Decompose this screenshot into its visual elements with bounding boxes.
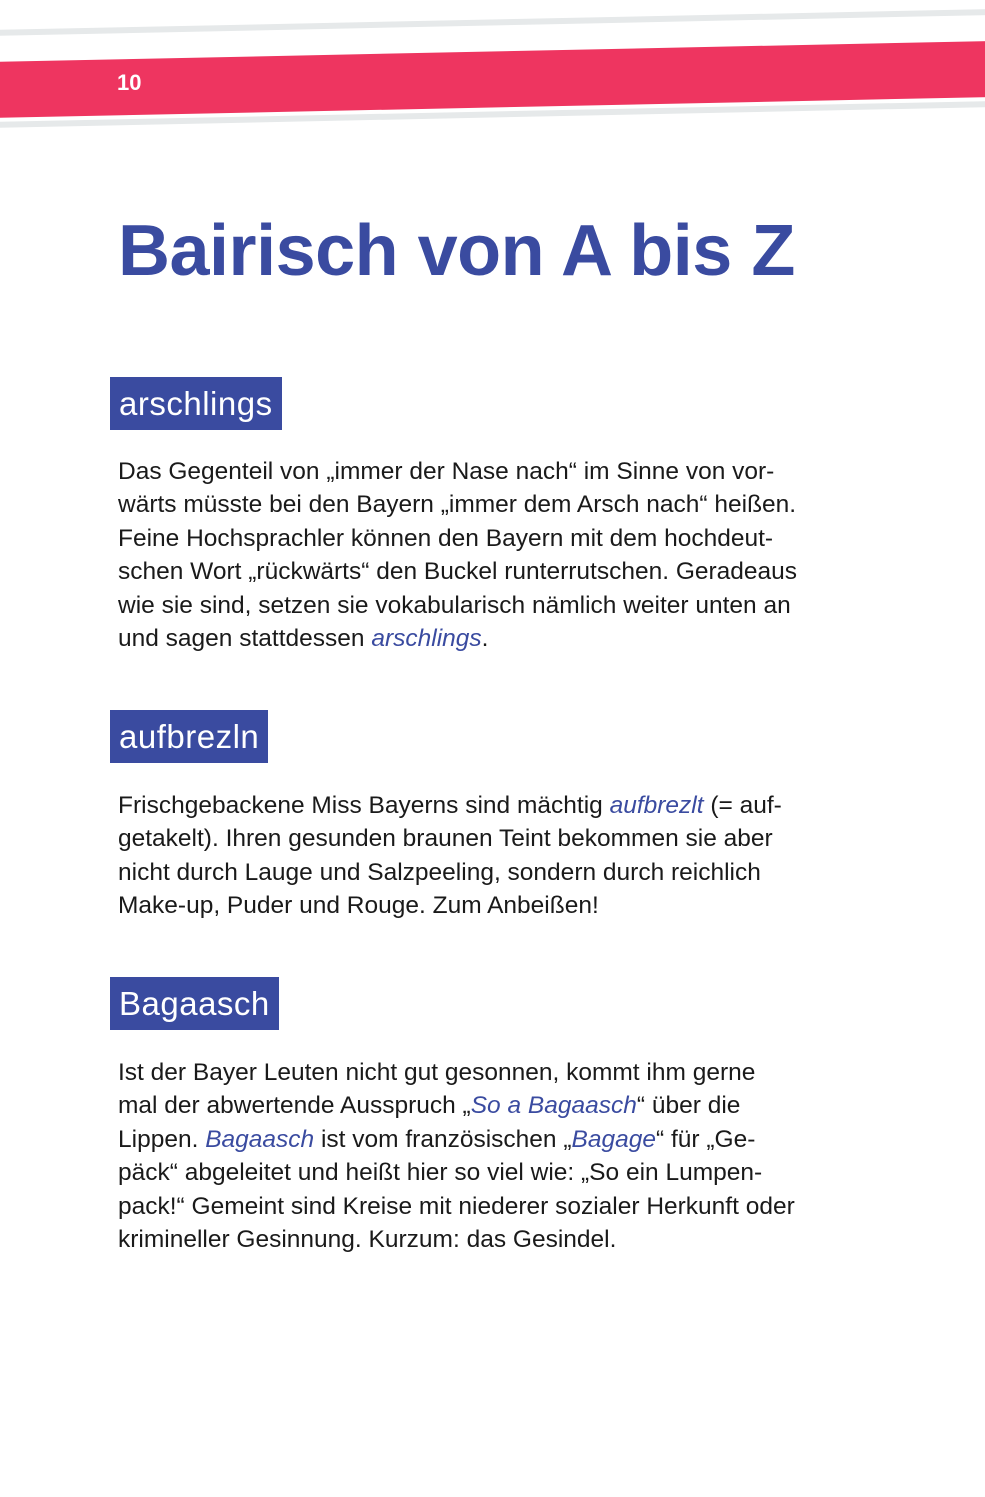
text-segment: schen Wort „rückwärts“ den Buckel runterrutschen. Geradeaus (118, 558, 798, 586)
text-segment: Make-up, Puder und Rouge. Zum Anbeißen! (118, 892, 599, 920)
text-line (118, 1089, 795, 1122)
text-segment: “ für „Ge- (656, 1125, 756, 1153)
text-segment: wärts müsste bei den Bayern „immer dem Arsch nach“ heißen. (118, 491, 797, 519)
text-segment: wie sie sind, setzen sie vokabularisch nämlich weiter unten an (118, 591, 791, 619)
text-segment: . (481, 625, 489, 653)
entry-term: aufbrezln (110, 710, 268, 763)
text-line (118, 488, 797, 521)
text-segment: Feine Hochsprachler können den Bayern mit dem hochdeut- (118, 524, 774, 552)
text-line (118, 856, 782, 889)
entry-term: Bagaasch (110, 977, 279, 1030)
dialect-term: Bagage (571, 1125, 656, 1153)
entry-term: arschlings (110, 377, 282, 430)
dialect-term: Bagaasch (205, 1125, 315, 1153)
text-segment: Lippen. (118, 1125, 206, 1153)
text-line (118, 822, 782, 855)
text-segment: und sagen stattdessen (118, 625, 372, 653)
text-segment: Ist der Bayer Leuten nicht gut gesonnen, kommt ihm gerne (118, 1059, 756, 1086)
text-line (118, 1223, 795, 1256)
text-line (118, 622, 797, 655)
dialect-term: aufbrezlt (609, 792, 704, 819)
dialect-term: So a Bagaasch (470, 1092, 637, 1120)
text-segment: (= auf- (703, 792, 782, 819)
entry-definition (118, 1056, 795, 1256)
text-line (118, 889, 782, 922)
text-segment: ist vom französischen „ (314, 1125, 572, 1153)
dialect-term: arschlings (371, 625, 482, 653)
text-line (118, 789, 782, 822)
page-number: 10 (117, 70, 142, 95)
text-segment: Das Gegenteil von „immer der Nase nach“ im Sinne von vor- (118, 458, 775, 485)
entry-definition (118, 789, 782, 923)
text-line (118, 1123, 795, 1156)
text-segment: päck“ abgeleitet und heißt hier so viel wie: „So ein Lumpen- (118, 1159, 763, 1187)
text-segment: krimineller Gesinnung. Kurzum: das Gesindel. (118, 1226, 617, 1254)
text-segment: getakelt). Ihren gesunden braunen Teint bekommen sie aber (118, 825, 773, 853)
text-line (118, 589, 797, 622)
entry-definition (118, 455, 797, 655)
text-segment: mal der abwertende Ausspruch „ (118, 1092, 471, 1120)
text-line (118, 1190, 795, 1223)
text-segment: nicht durch Lauge und Salzpeeling, sondern durch reichlich (118, 858, 761, 886)
text-line (118, 455, 797, 488)
text-line (118, 1056, 795, 1089)
text-line (118, 522, 797, 555)
text-line (118, 1156, 795, 1189)
text-segment: pack!“ Gemeint sind Kreise mit niederer sozialer Herkunft oder (118, 1192, 795, 1220)
text-line (118, 555, 797, 588)
text-segment: Frischgebackene Miss Bayerns sind mächtig (118, 792, 610, 819)
page-title: Bairisch von A bis Z (118, 211, 795, 291)
text-segment: “ über die (636, 1092, 741, 1120)
